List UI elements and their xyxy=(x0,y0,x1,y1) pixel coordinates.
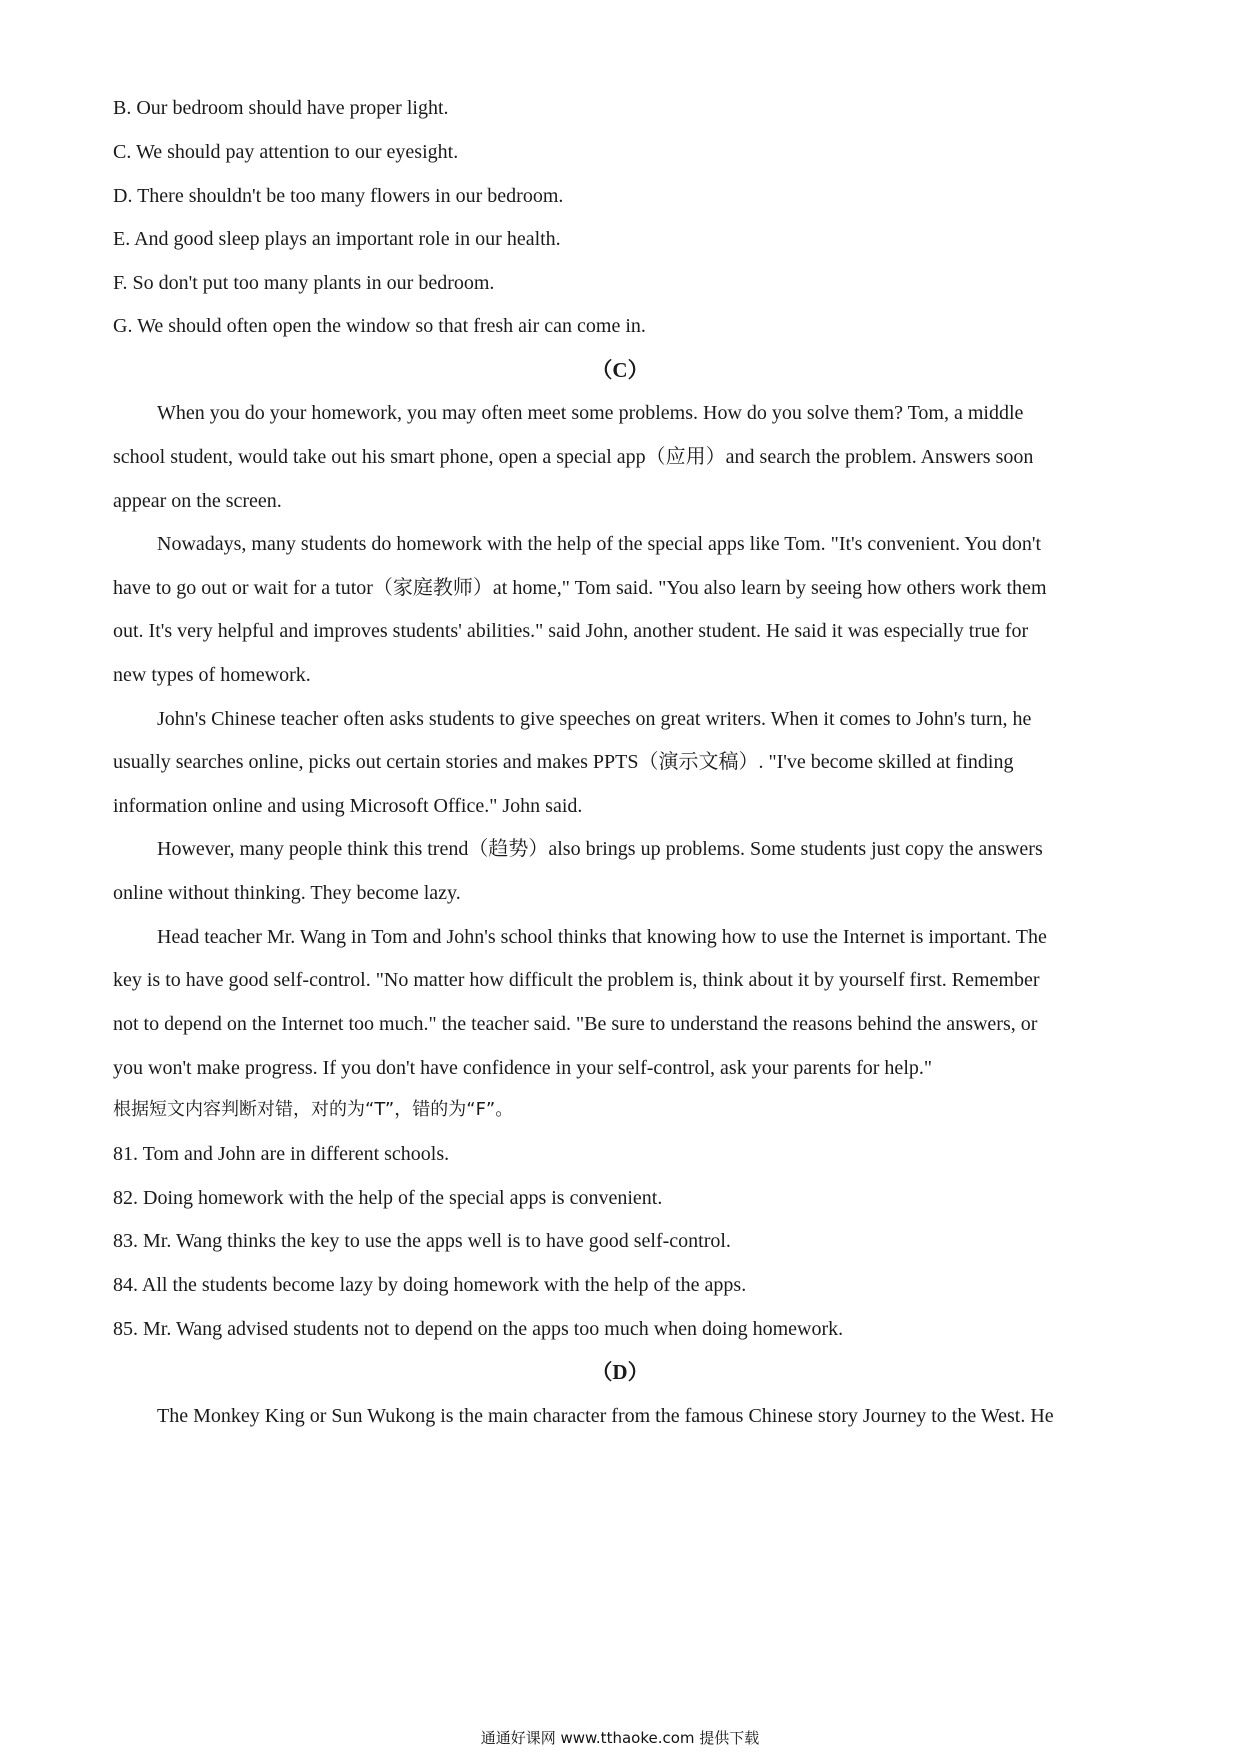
instruction-text: 根据短文内容判断对错，对的为“T”，错的为“F”。 xyxy=(113,1099,514,1120)
option-e: E. And good sleep plays an important role in our health. xyxy=(113,228,561,250)
option-b: B. Our bedroom should have proper light. xyxy=(113,97,449,119)
option-c: C. We should pay attention to our eyesight. xyxy=(113,141,459,163)
passage-d-line: The Monkey King or Sun Wukong is the main character from the famous Chinese story Journey to the West. He xyxy=(157,1405,1054,1427)
question-85: 85. Mr. Wang advised students not to depend on the apps too much when doing homework. xyxy=(113,1318,844,1340)
passage-c-line: new types of homework. xyxy=(113,664,311,686)
footer-credit: 通通好课网 www.tthaoke.com 提供下载 xyxy=(480,1729,760,1747)
question-83: 83. Mr. Wang thinks the key to use the apps well is to have good self-control. xyxy=(113,1230,731,1252)
passage-c-line: appear on the screen. xyxy=(113,490,282,512)
passage-c-line: not to depend on the Internet too much." the teacher said. "Be sure to understand the reasons behind the answers, or xyxy=(113,1013,1038,1035)
question-82: 82. Doing homework with the help of the special apps is convenient. xyxy=(113,1187,663,1209)
section-d-heading: （D） xyxy=(591,1360,649,1384)
passage-c-line: usually searches online, picks out certain stories and makes PPTS（演示文稿）. "I've become skilled at finding xyxy=(113,751,1014,773)
passage-c-line: school student, would take out his smart phone, open a special app（应用）and search the problem. Answers soon xyxy=(113,446,1034,468)
passage-c-line: information online and using Microsoft Office." John said. xyxy=(113,795,583,817)
passage-c-line: However, many people think this trend（趋势）also brings up problems. Some students just copy the answers xyxy=(157,838,1043,860)
passage-c-line: out. It's very helpful and improves students' abilities." said John, another student. He said it was especially true for xyxy=(113,620,1029,642)
passage-c-line: John's Chinese teacher often asks students to give speeches on great writers. When it comes to John's turn, he xyxy=(157,708,1032,730)
question-81: 81. Tom and John are in different schools. xyxy=(113,1143,450,1165)
option-d: D. There shouldn't be too many flowers in our bedroom. xyxy=(113,185,564,207)
passage-c-line: online without thinking. They become lazy. xyxy=(113,882,461,904)
option-f: F. So don't put too many plants in our bedroom. xyxy=(113,272,495,294)
option-g: G. We should often open the window so that fresh air can come in. xyxy=(113,315,646,337)
passage-c-line: Head teacher Mr. Wang in Tom and John's school thinks that knowing how to use the Internet is important. The xyxy=(157,926,1047,948)
passage-c-line: Nowadays, many students do homework with the help of the special apps like Tom. "It's convenient. You don't xyxy=(157,533,1042,555)
passage-c-line: you won't make progress. If you don't have confidence in your self-control, ask your parents for help." xyxy=(113,1057,933,1079)
passage-c-line: When you do your homework, you may often meet some problems. How do you solve them? Tom, a middle xyxy=(157,402,1024,424)
passage-c-line: have to go out or wait for a tutor（家庭教师）at home," Tom said. "You also learn by seeing how others work them xyxy=(113,577,1047,599)
passage-c-line: key is to have good self-control. "No matter how difficult the problem is, think about it by yourself first. Remember xyxy=(113,969,1040,991)
question-84: 84. All the students become lazy by doing homework with the help of the apps. xyxy=(113,1274,747,1296)
section-c-heading: （C） xyxy=(591,358,649,382)
